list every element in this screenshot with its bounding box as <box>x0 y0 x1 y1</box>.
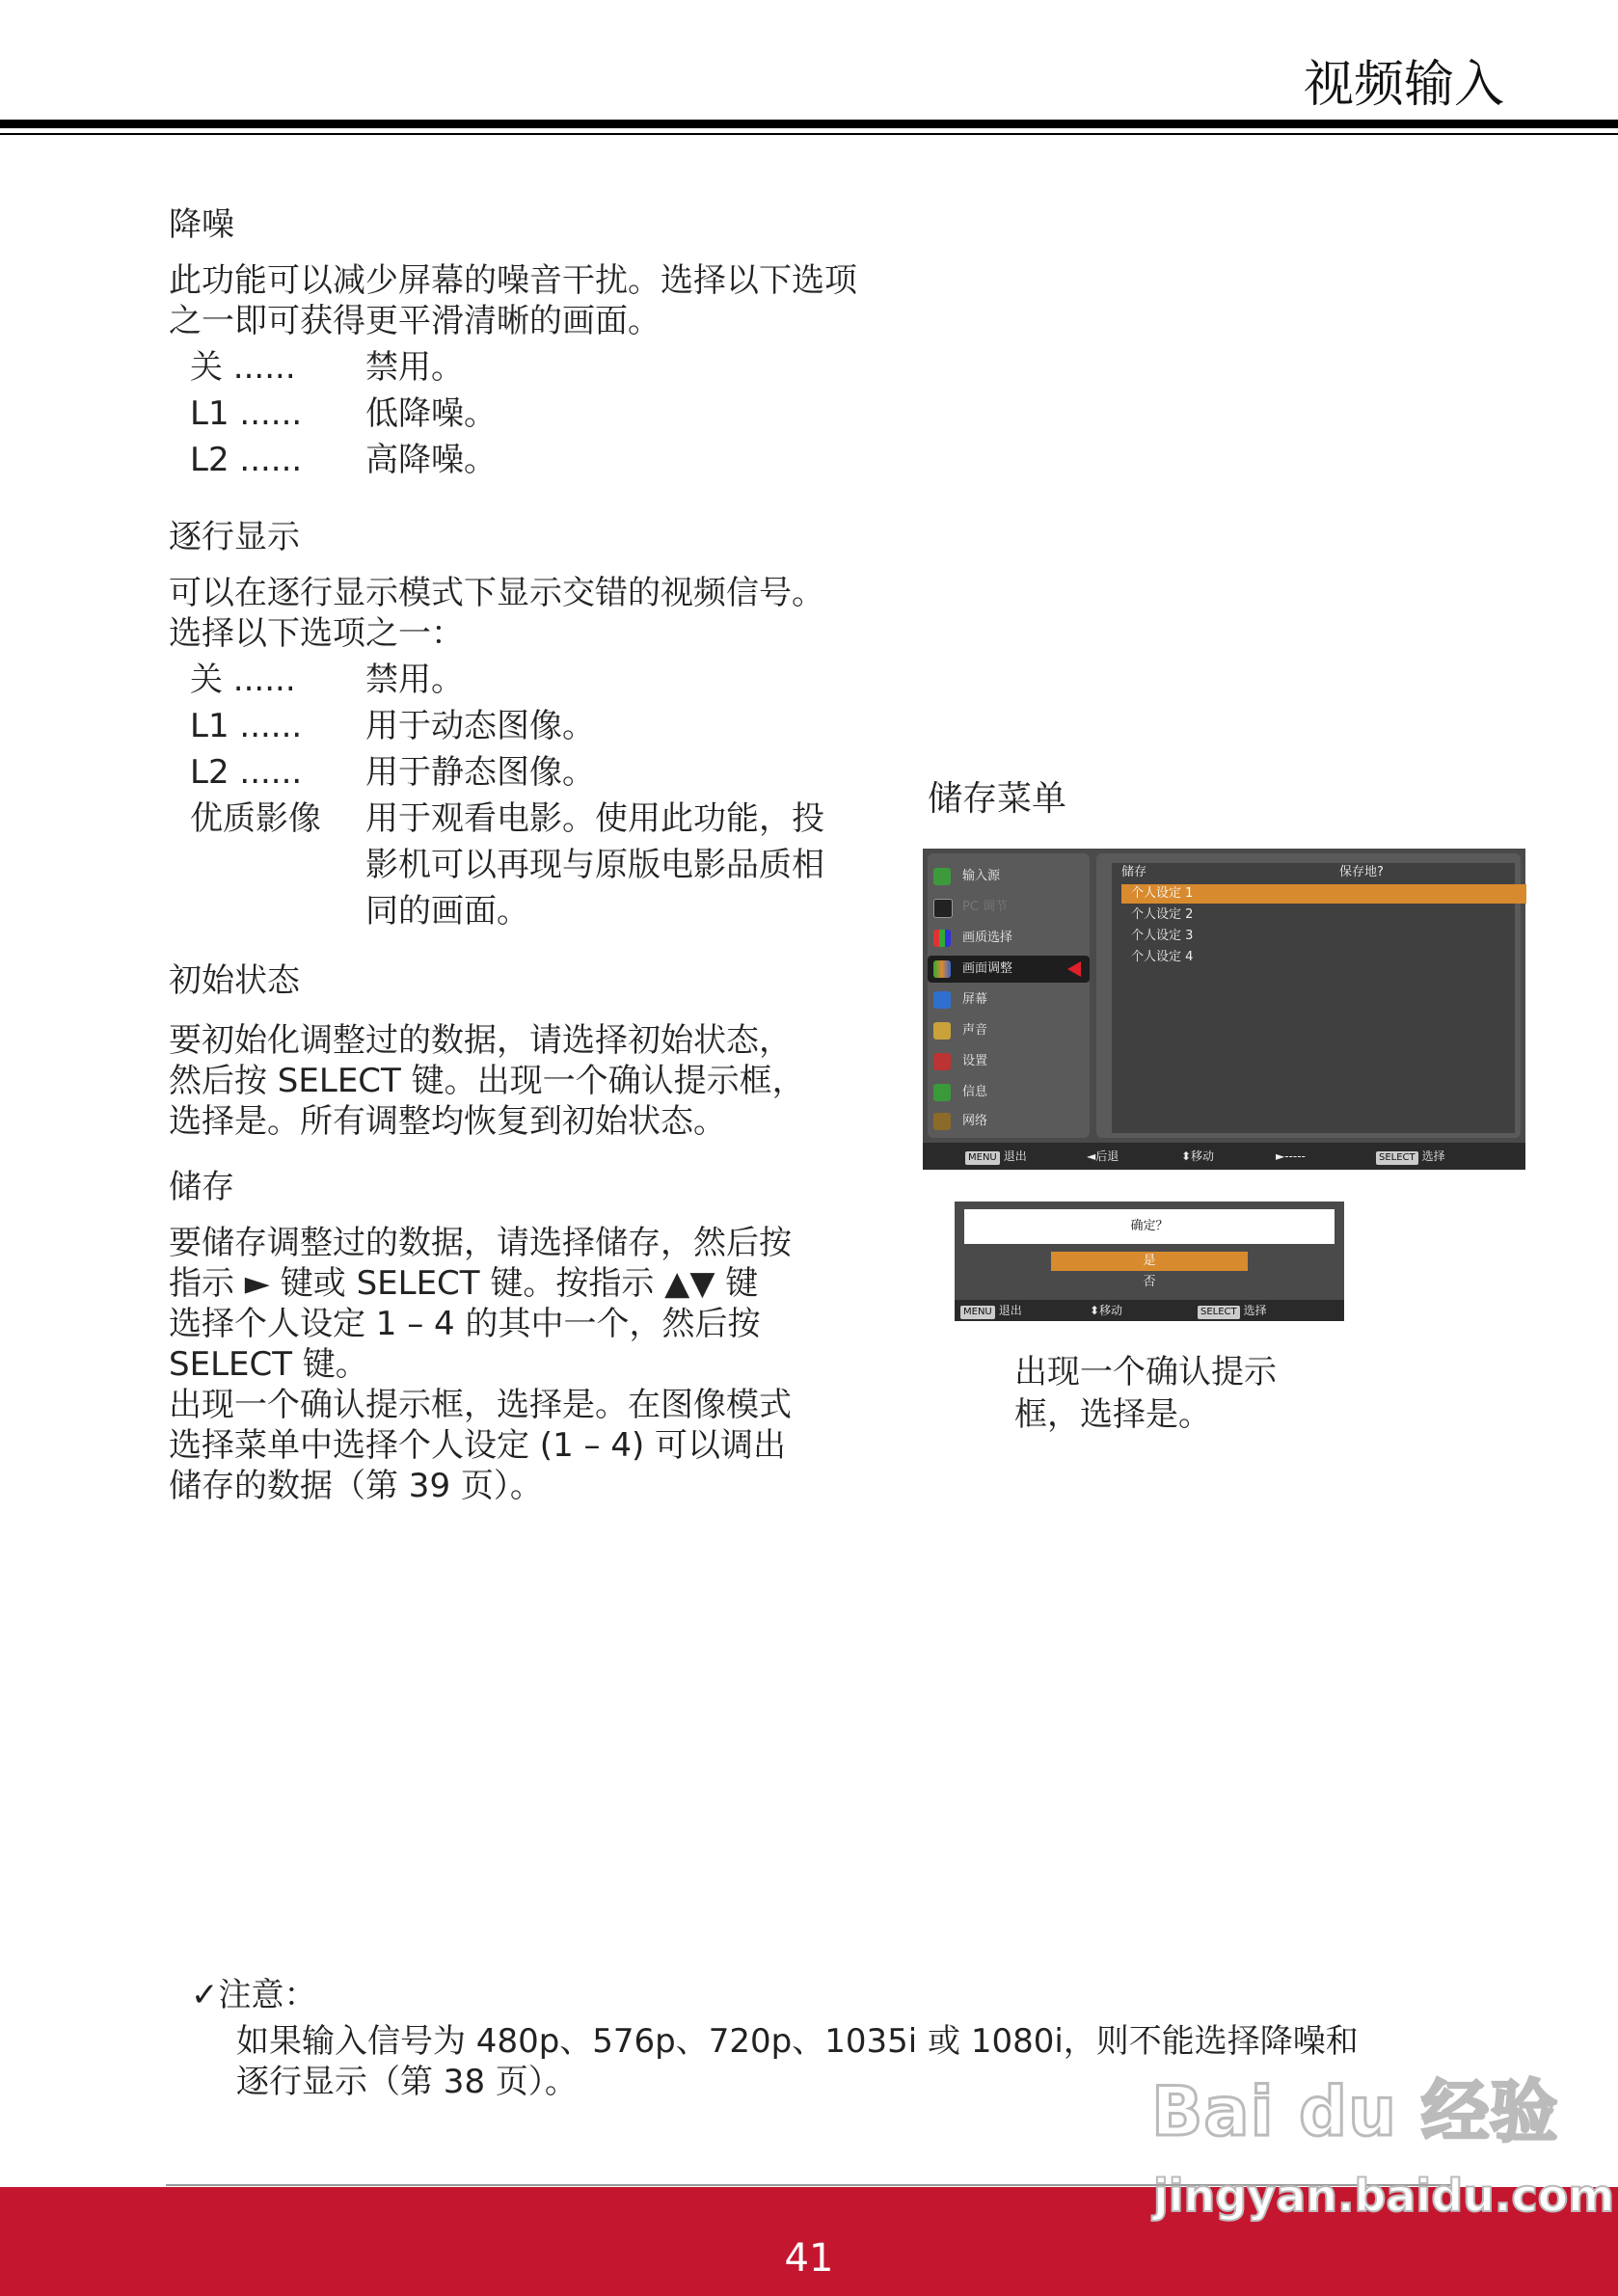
reset-desc-line: 选择是。所有调整均恢复到初始状态。 <box>169 1102 726 1141</box>
menu-key-icon: MENU <box>965 1151 1000 1165</box>
osd-menu-label: 设置 <box>962 1054 988 1068</box>
option-key: L1 ...... <box>190 707 303 745</box>
osd-footer-back: ◄后退 <box>1087 1149 1119 1163</box>
confirm-caption-line: 框，选择是。 <box>1014 1395 1211 1434</box>
baidu-watermark <box>1144 2072 1615 2237</box>
page-title: 视频输入 <box>1303 56 1504 114</box>
option-value: 同的画面。 <box>365 892 529 931</box>
store-menu-title: 储存菜单 <box>928 779 1067 819</box>
osd-menu-label: 声音 <box>962 1023 988 1038</box>
option-key: L2 ...... <box>190 441 303 479</box>
osd-footer-next: ►----- <box>1276 1149 1306 1163</box>
osd-menu-label: 网络 <box>962 1114 988 1128</box>
screen-icon <box>933 991 951 1009</box>
option-key: 关 ...... <box>190 348 296 387</box>
reset-desc-line: 然后按 SELECT 键。出现一个确认提示框， <box>169 1062 805 1100</box>
confirm-question-box <box>964 1209 1335 1244</box>
osd-menu-item[interactable] <box>928 986 1090 1013</box>
option-value: 用于静态图像。 <box>365 753 595 792</box>
osd-menu-label: PC 调节 <box>962 900 1009 914</box>
page-number: 41 <box>784 2236 834 2281</box>
option-key: L1 ...... <box>190 394 303 433</box>
confirm-yes-button[interactable]: 是 <box>1051 1252 1248 1271</box>
network-icon <box>933 1113 951 1130</box>
store-desc-line: 要储存调整过的数据，请选择储存，然后按 <box>169 1224 792 1262</box>
option-value: 低降噪。 <box>365 394 497 433</box>
osd-menu-label: 屏幕 <box>962 992 988 1007</box>
store-desc-line: 指示 ► 键或 SELECT 键。按指示 ▲▼ 键 <box>169 1264 759 1303</box>
confirm-dialog <box>955 1202 1344 1321</box>
store-desc-line: 选择个人设定 1 – 4 的其中一个，然后按 <box>169 1305 761 1343</box>
option-key: 关 ...... <box>190 661 296 699</box>
store-heading: 储存 <box>169 1168 234 1206</box>
option-value: 用于动态图像。 <box>365 707 595 745</box>
select-key-icon: SELECT <box>1198 1306 1240 1319</box>
osd-submenu-label: 储存 <box>1121 865 1147 879</box>
confirm-footer-move: ⬍移动 <box>1090 1304 1123 1317</box>
confirm-footer-select: 选择 <box>1243 1304 1267 1317</box>
input-icon <box>933 868 951 885</box>
setting-icon <box>933 1053 951 1070</box>
osd-submenu <box>1096 853 1521 1138</box>
osd-menu-item[interactable] <box>928 1048 1090 1075</box>
osd-menu-item[interactable] <box>928 1108 1090 1135</box>
osd-submenu-item[interactable]: 个人设定 3 <box>1131 929 1194 943</box>
osd-footer-move: ⬍移动 <box>1181 1149 1215 1163</box>
osd-menu-label: 画面调整 <box>962 961 1013 976</box>
header-rule-thin <box>0 133 1618 135</box>
osd-submenu-item[interactable]: 个人设定 4 <box>1131 950 1194 964</box>
confirm-footer-exit: 退出 <box>998 1304 1022 1317</box>
osd-submenu-item[interactable]: 个人设定 1 <box>1121 884 1526 904</box>
reset-desc-line: 要初始化调整过的数据，请选择初始状态， <box>169 1021 792 1060</box>
osd-menu-item[interactable] <box>928 894 1090 921</box>
note-line: 逐行显示（第 38 页）。 <box>236 2063 578 2101</box>
osd-main-menu <box>928 853 1090 1138</box>
osd-submenu-item[interactable]: 个人设定 2 <box>1131 907 1194 922</box>
osd-menu-label: 画质选择 <box>962 931 1013 945</box>
image-adjust-icon <box>933 960 951 978</box>
store-desc-line: 出现一个确认提示框，选择是。在图像模式 <box>169 1386 792 1424</box>
option-value: 禁用。 <box>365 661 464 699</box>
osd-menu-item[interactable] <box>928 956 1090 983</box>
osd-submenu-prompt: 保存地? <box>1339 865 1384 879</box>
store-menu-screenshot <box>923 849 1525 1170</box>
progressive-desc-line: 选择以下选项之一： <box>169 614 464 653</box>
option-value: 高降噪。 <box>365 441 497 479</box>
noise-desc-line: 此功能可以减少屏幕的噪音干扰。选择以下选项 <box>169 261 857 300</box>
select-key-icon: SELECT <box>1376 1151 1418 1165</box>
option-value: 禁用。 <box>365 348 464 387</box>
progressive-desc-line: 可以在逐行显示模式下显示交错的视频信号。 <box>169 574 824 612</box>
note-line: 如果输入信号为 480p、576p、720p、1035i 或 1080i，则不能选择降噪和 <box>236 2022 1359 2061</box>
header-rule <box>0 120 1618 128</box>
selection-arrow-icon <box>1067 961 1081 977</box>
osd-footer <box>923 1143 1525 1170</box>
progressive-heading: 逐行显示 <box>169 518 300 556</box>
osd-menu-item[interactable] <box>928 1017 1090 1044</box>
info-icon <box>933 1084 951 1101</box>
confirm-question: 确定？ <box>1130 1219 1169 1233</box>
image-select-icon <box>933 930 951 947</box>
osd-menu-label: 输入源 <box>962 869 1001 883</box>
sound-icon <box>933 1022 951 1040</box>
noise-desc-line: 之一即可获得更平滑清晰的画面。 <box>169 302 661 340</box>
osd-footer-select: 选择 <box>1421 1149 1445 1163</box>
option-value: 影机可以再现与原版电影品质相 <box>365 846 824 884</box>
confirm-caption-line: 出现一个确认提示 <box>1014 1353 1277 1391</box>
option-value: 用于观看电影。使用此功能，投 <box>365 799 824 838</box>
option-key: 优质影像 <box>190 799 321 838</box>
option-key: L2 ...... <box>190 753 303 792</box>
osd-submenu-panel <box>1112 863 1515 1133</box>
noise-heading: 降噪 <box>169 205 234 244</box>
osd-menu-item[interactable] <box>928 1079 1090 1106</box>
menu-key-icon: MENU <box>960 1306 995 1319</box>
store-desc-line: SELECT 键。 <box>169 1345 368 1384</box>
note-title: ✓注意： <box>191 1976 317 2014</box>
store-desc-line: 选择菜单中选择个人设定 (1 – 4) 可以调出 <box>169 1426 787 1465</box>
osd-submenu-header <box>1121 863 1526 882</box>
store-desc-line: 储存的数据（第 39 页）。 <box>169 1467 543 1505</box>
osd-menu-item[interactable] <box>928 863 1090 890</box>
watermark-url: jingyan.baidu.com <box>1153 2170 1615 2222</box>
osd-menu-item[interactable] <box>928 925 1090 952</box>
confirm-footer <box>955 1300 1344 1321</box>
confirm-no-button[interactable]: 否 <box>1143 1275 1156 1289</box>
pc-adjust-icon <box>933 899 953 918</box>
osd-footer-exit: 退出 <box>1003 1149 1027 1163</box>
osd-menu-label: 信息 <box>962 1085 988 1099</box>
watermark-brand: Bai du 经验 <box>1151 2072 1559 2151</box>
reset-heading: 初始状态 <box>169 961 300 1000</box>
